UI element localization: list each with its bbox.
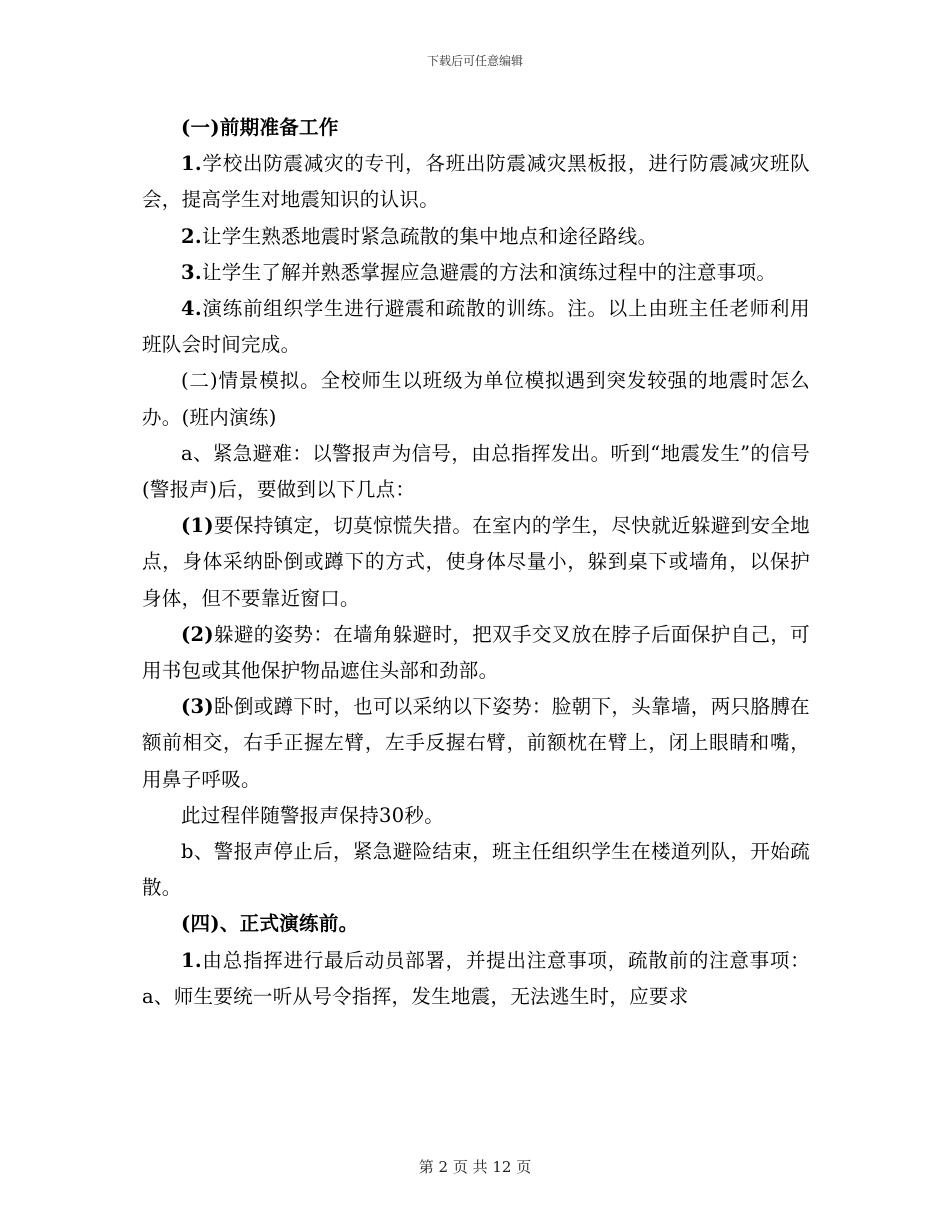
document-body [142,110,810,1015]
paragraph: b、警报声停止后，紧急避险结束，班主任组织学生在楼道列队，开始疏散。 [142,840,810,900]
paragraph: 1.由总指挥进行最后动员部署，并提出注意事项，疏散前的注意事项：a、师生要统一听从号令指挥，发生地震，无法逃生时，应要求 [142,948,810,1008]
paragraph: (二)情景模拟。全校师生以班级为单位模拟遇到突发较强的地震时怎么办。(班内演练) [142,369,810,429]
item-number: 1. [181,948,202,972]
item-number: 1. [181,152,202,176]
paragraph: 3.让学生了解并熟悉掌握应急避震的方法和演练过程中的注意事项。 [181,260,777,284]
paragraph: (1)要保持镇定，切莫惊慌失措。在室内的学生，尽快就近躲避到安全地点，身体采纳卧倒或蹲下的方式，使身体尽量小，躲到桌下或墙角，以保护身体，但不要靠近窗口。 [142,514,810,610]
paragraph: 4.演练前组织学生进行避震和疏散的训练。注。以上由班主任老师利用班队会时间完成。 [142,297,810,357]
item-number: (3) [181,695,214,719]
item-number: 3. [181,260,202,284]
paragraph: a、紧急避难：以警报声为信号，由总指挥发出。听到“地震发生”的信号(警报声)后，要做到以下几点： [142,441,810,502]
section-heading: (四)、正式演练前。 [181,912,359,936]
section-heading: (一)前期准备工作 [181,116,339,139]
item-number: (1) [181,514,214,538]
paragraph: 1.学校出防震减灾的专刊，各班出防震减灾黑板报，进行防震减灾班队会，提高学生对地震知识的认识。 [142,152,810,212]
page-footer: 第 2 页 共 12 页 [418,1158,532,1176]
page-header: 下载后可任意编辑 [426,54,523,68]
paragraph: 此过程伴随警报声保持30秒。 [181,803,445,827]
item-number: (2) [181,622,214,646]
item-number: 2. [181,224,202,248]
item-number: 4. [181,297,202,321]
paragraph: (3)卧倒或蹲下时，也可以采纳以下姿势：脸朝下，头靠墙，两只胳膊在额前相交，右手正握左臂，左手反握右臂，前额枕在臂上，闭上眼睛和嘴，用鼻子呼吸。 [142,695,810,791]
paragraph: 2.让学生熟悉地震时紧急疏散的集中地点和途径路线。 [181,224,658,248]
paragraph: (2)躲避的姿势：在墙角躲避时，把双手交叉放在脖子后面保护自己，可用书包或其他保护物品遮住头部和劲部。 [142,622,810,683]
